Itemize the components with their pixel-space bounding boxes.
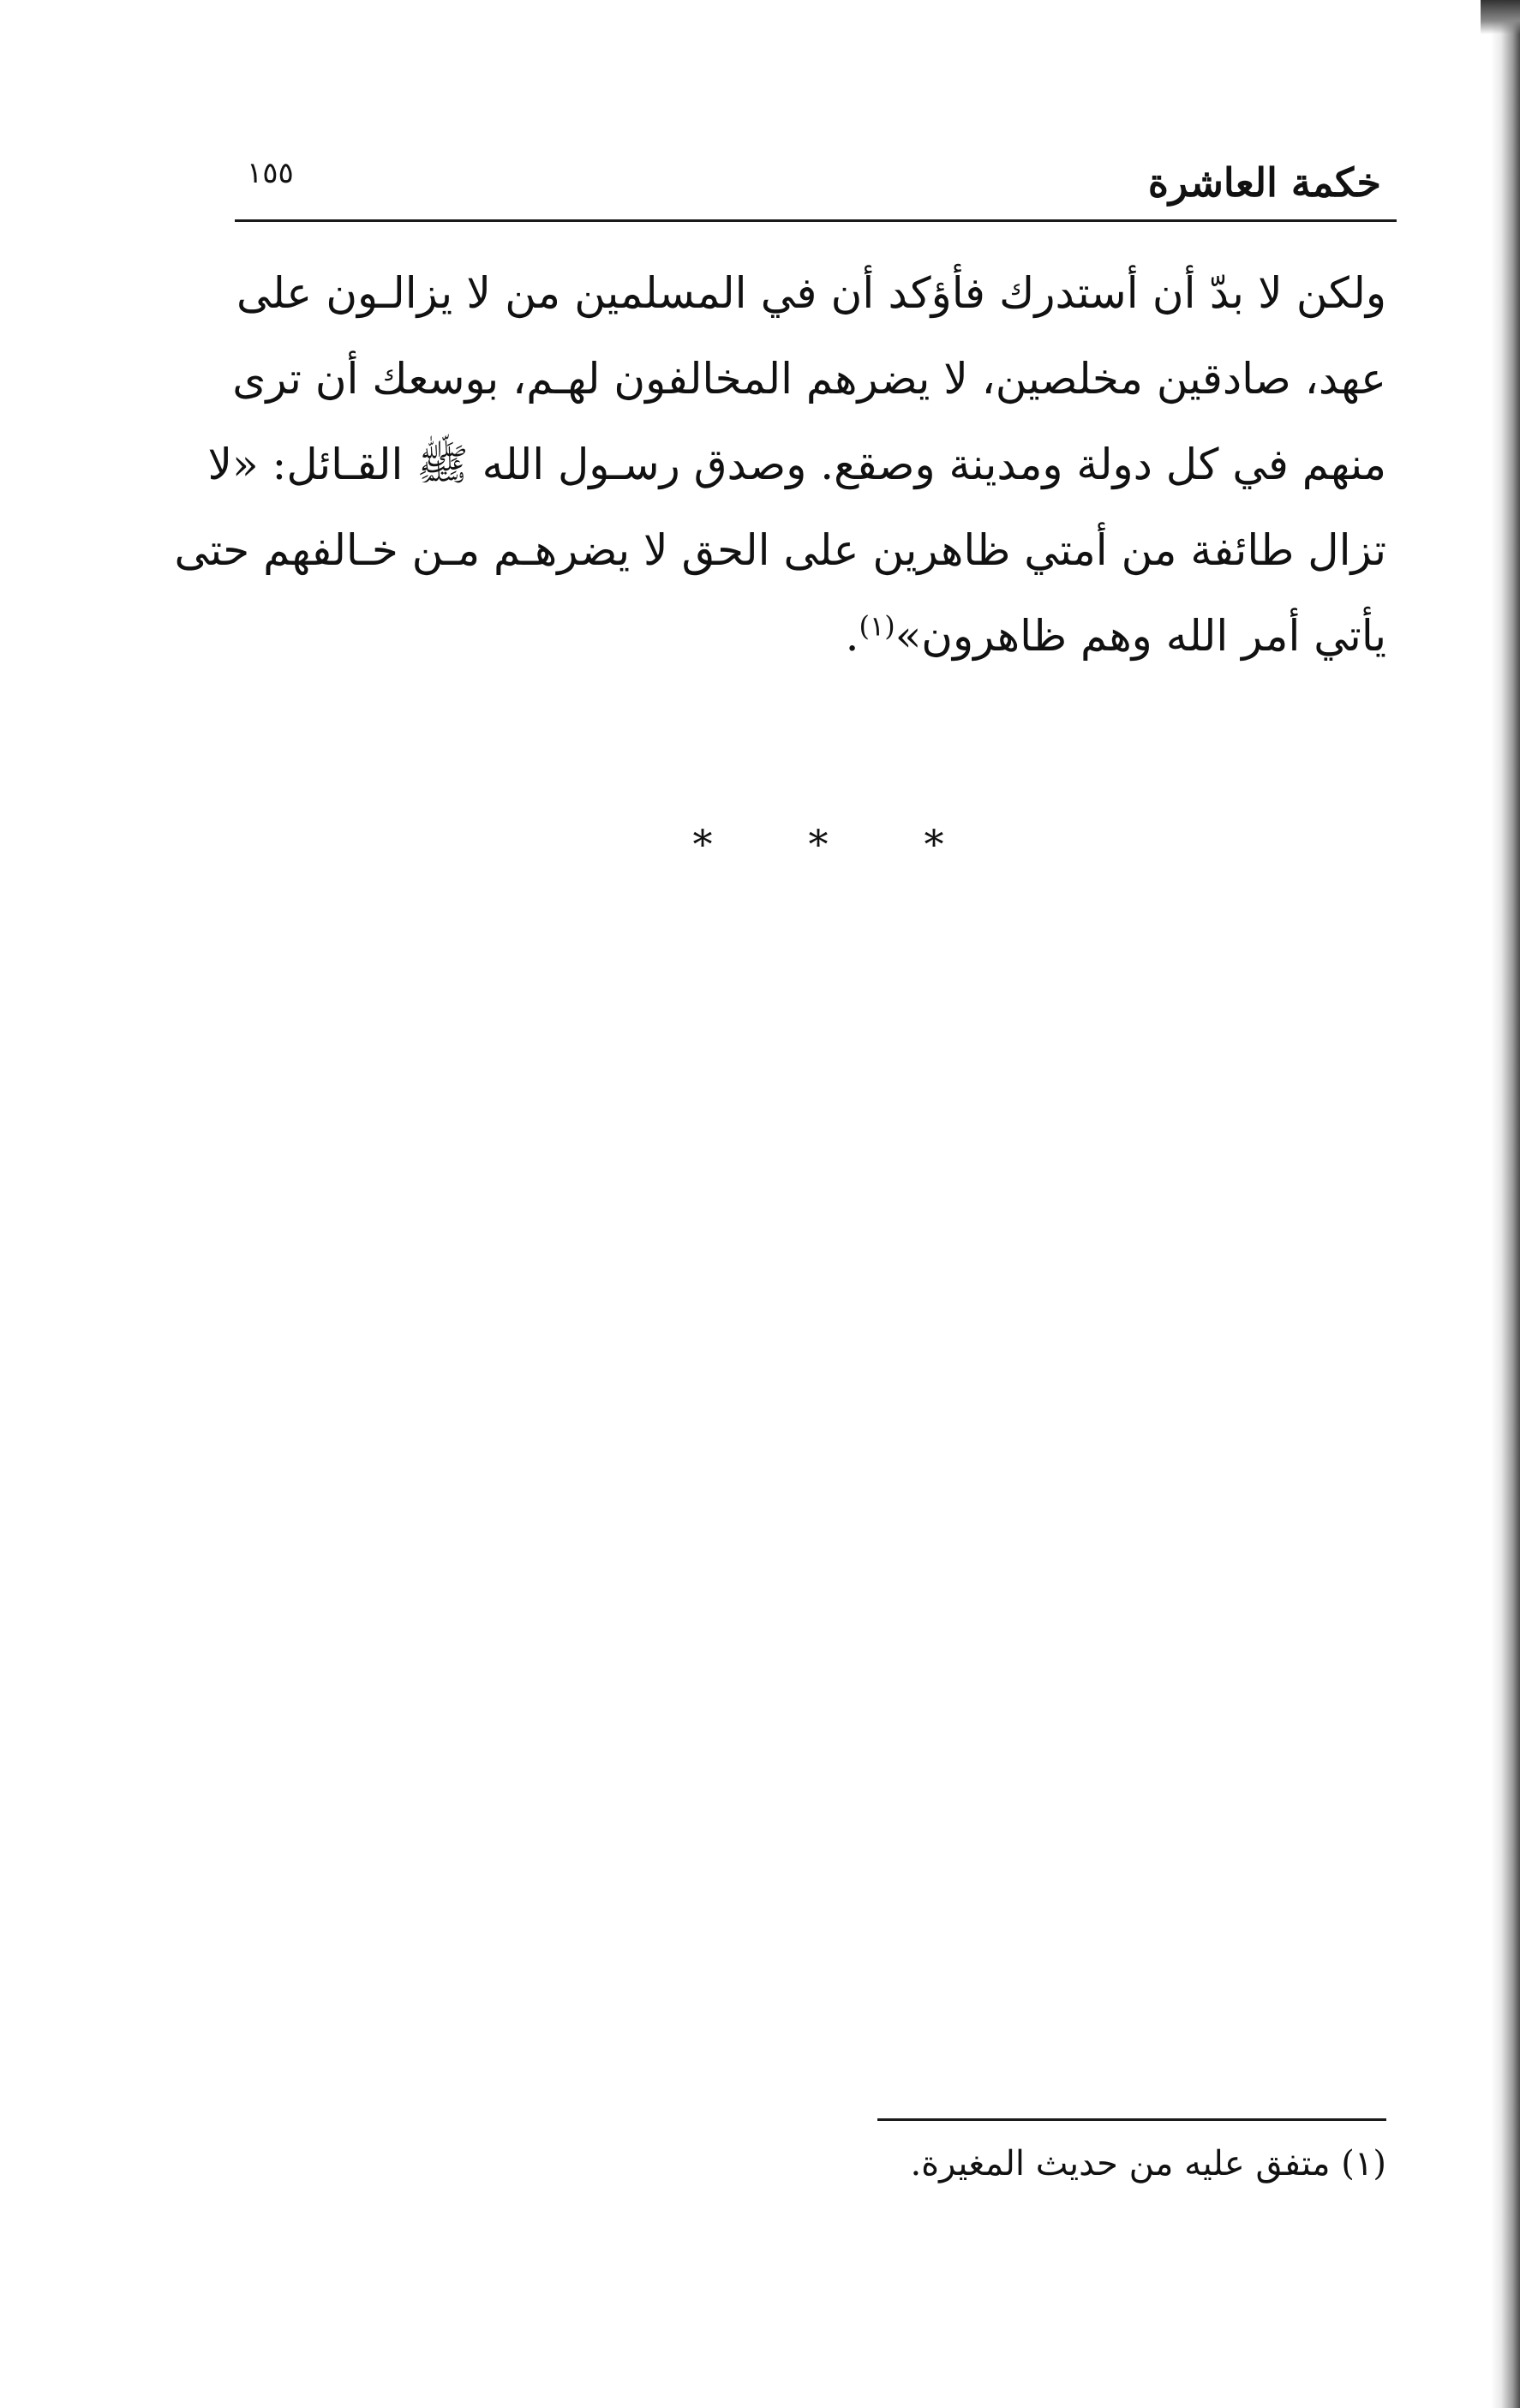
body-line-last xyxy=(236,593,1386,679)
body-line: تزال طائفة من أمتي ظاهرين على الحق لا يضرهـم مـن خـالفهم حتى xyxy=(174,525,1386,575)
page-number: ١٥٥ xyxy=(247,156,294,190)
running-head xyxy=(233,151,1398,219)
body-line: منهم في كل دولة ومدينة وصقع. وصدق رسـول الله ﷺ القـائل: «لا xyxy=(207,440,1386,489)
asterisk-icon: * xyxy=(808,821,829,867)
footnote-rule xyxy=(877,2118,1386,2121)
body-line: عهد، صادقين مخلصين، لا يضرهم المخالفون لهـم، بوسعك أن ترى xyxy=(232,354,1386,404)
body-line-text: يأتي أمر الله وهم ظاهرون» xyxy=(895,611,1386,661)
scan-edge-top xyxy=(1481,0,1520,34)
header-rule xyxy=(235,219,1397,222)
asterisk-icon: * xyxy=(692,821,713,867)
section-separator xyxy=(677,814,960,874)
footnote: (١) متفق عليه من حديث المغيرة. xyxy=(910,2144,1386,2183)
asterisk-icon: * xyxy=(924,821,944,867)
body-paragraph xyxy=(174,250,1386,679)
closing-period: . xyxy=(845,611,859,661)
running-head-title: خكمة العاشرة xyxy=(1147,159,1381,206)
footnote-reference: (١) xyxy=(859,609,895,643)
body-line: ولكن لا بدّ أن أستدرك فأؤكد أن في المسلمين من لا يزالـون على xyxy=(236,268,1386,318)
scan-edge xyxy=(1491,0,1520,2408)
